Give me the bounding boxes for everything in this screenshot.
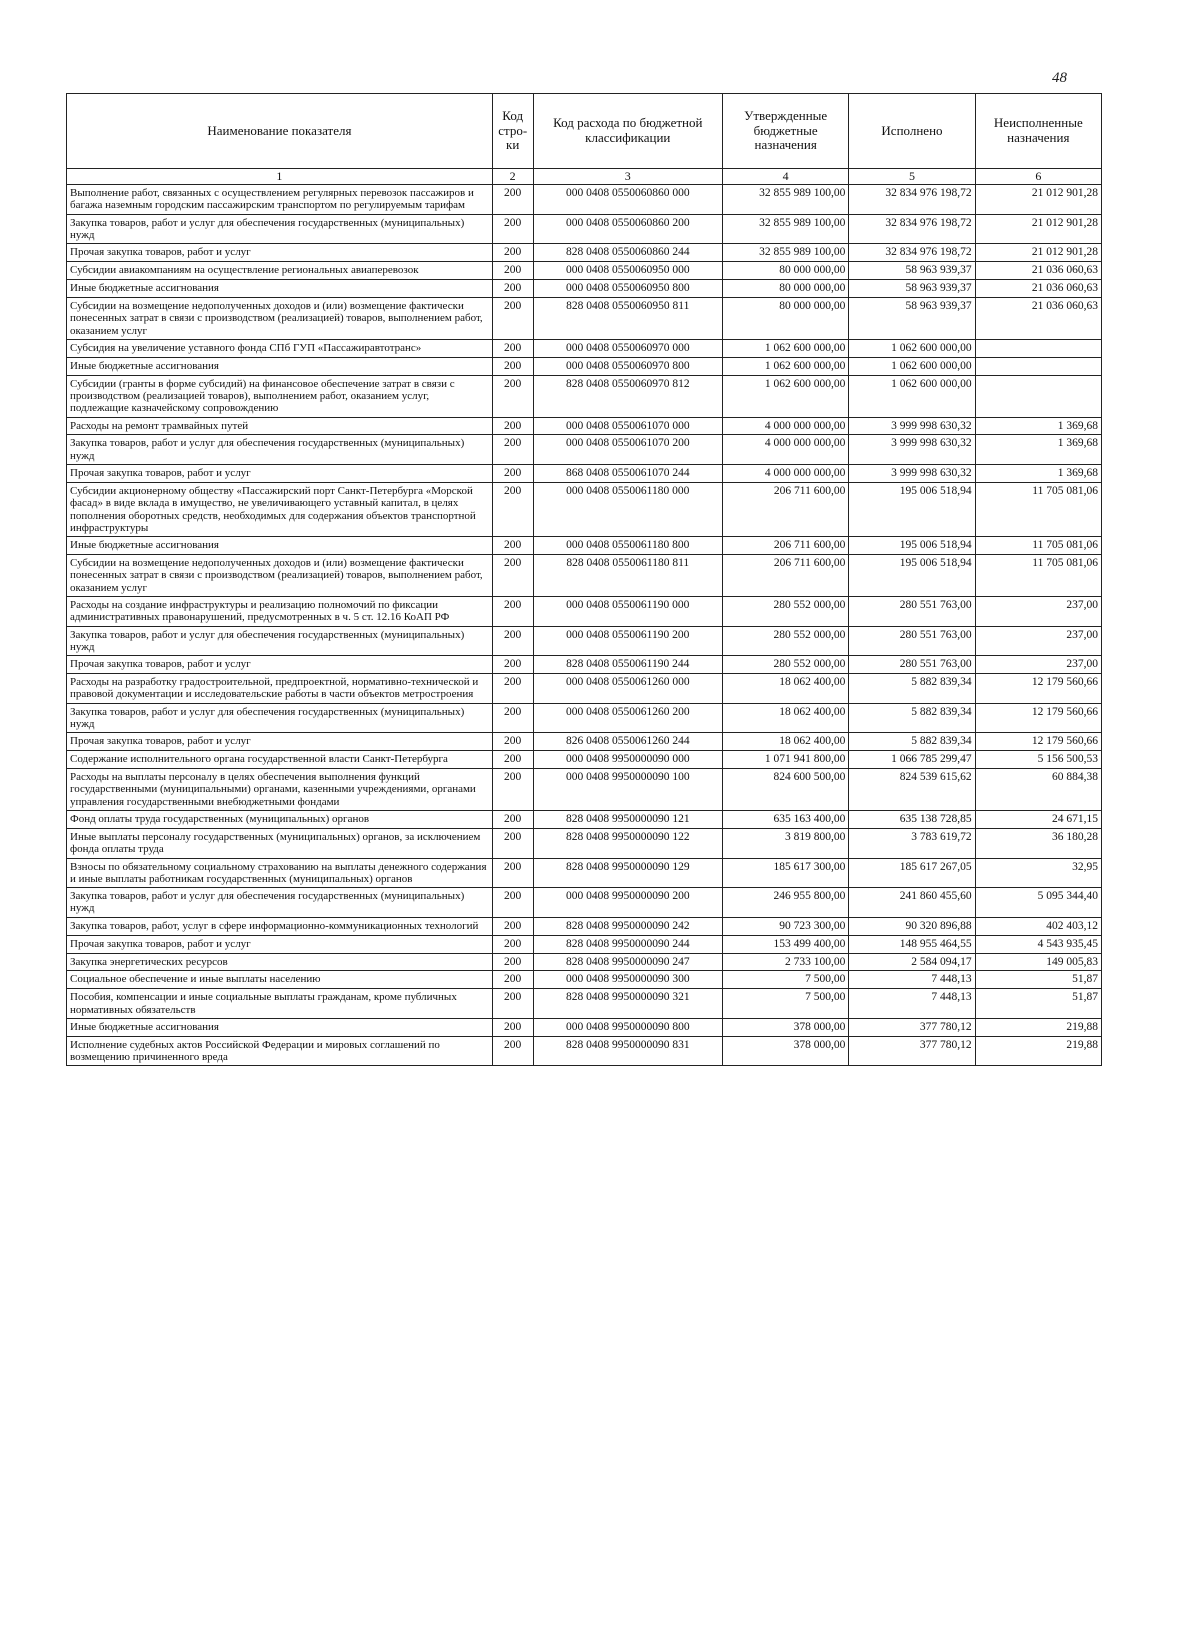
row-name: Иные выплаты персоналу государственных (муниципальных) органов, за исключением фонда оплаты труда <box>67 828 493 858</box>
row-unexecuted-amount: 21 012 901,28 <box>975 214 1101 244</box>
row-expense-code: 000 0408 0550061190 200 <box>533 626 722 656</box>
row-unexecuted-amount: 21 036 060,63 <box>975 262 1101 280</box>
row-executed-amount: 3 999 998 630,32 <box>849 465 975 483</box>
row-expense-code: 828 0408 0550061190 244 <box>533 656 722 674</box>
header-approved: Утвержденные бюджетные назначения <box>723 94 849 169</box>
table-row <box>67 811 1102 829</box>
table-row <box>67 339 1102 357</box>
row-name: Расходы на выплаты персоналу в целях обеспечения выполнения функций государственными (муниципальными) органами, казенными учреждениями, органами управления государственными внебюджетными фондами <box>67 769 493 811</box>
row-line-code: 200 <box>492 935 533 953</box>
table-row <box>67 858 1102 888</box>
row-expense-code: 828 0408 9950000090 129 <box>533 858 722 888</box>
row-name: Пособия, компенсации и иные социальные выплаты гражданам, кроме публичных нормативных обязательств <box>67 989 493 1019</box>
row-expense-code: 828 0408 0550060860 244 <box>533 244 722 262</box>
row-executed-amount: 2 584 094,17 <box>849 953 975 971</box>
row-expense-code: 000 0408 0550060860 000 <box>533 185 722 215</box>
table-row <box>67 751 1102 769</box>
row-approved-amount: 4 000 000 000,00 <box>723 465 849 483</box>
row-line-code: 200 <box>492 953 533 971</box>
row-name: Закупка товаров, работ и услуг для обеспечения государственных (муниципальных) нужд <box>67 435 493 465</box>
row-line-code: 200 <box>492 888 533 918</box>
row-name: Субсидии на возмещение недополученных доходов и (или) возмещение фактически понесенных затрат в связи с производством (реализацией) товаров, выполнением работ, оказанием услуг <box>67 297 493 339</box>
row-expense-code: 828 0408 0550060950 811 <box>533 297 722 339</box>
row-executed-amount: 3 783 619,72 <box>849 828 975 858</box>
row-name: Закупка товаров, работ и услуг для обеспечения государственных (муниципальных) нужд <box>67 703 493 733</box>
row-approved-amount: 280 552 000,00 <box>723 626 849 656</box>
row-unexecuted-amount: 219,88 <box>975 1036 1101 1066</box>
row-unexecuted-amount <box>975 339 1101 357</box>
row-name: Иные бюджетные ассигнования <box>67 537 493 555</box>
row-executed-amount: 824 539 615,62 <box>849 769 975 811</box>
row-unexecuted-amount: 12 179 560,66 <box>975 674 1101 704</box>
row-unexecuted-amount: 4 543 935,45 <box>975 935 1101 953</box>
row-executed-amount: 3 999 998 630,32 <box>849 417 975 435</box>
table-row <box>67 971 1102 989</box>
row-line-code: 200 <box>492 297 533 339</box>
row-unexecuted-amount: 24 671,15 <box>975 811 1101 829</box>
row-approved-amount: 80 000 000,00 <box>723 297 849 339</box>
row-line-code: 200 <box>492 357 533 375</box>
row-name: Иные бюджетные ассигнования <box>67 280 493 298</box>
table-row <box>67 953 1102 971</box>
row-approved-amount: 1 062 600 000,00 <box>723 375 849 417</box>
row-line-code: 200 <box>492 1018 533 1036</box>
row-line-code: 200 <box>492 733 533 751</box>
row-executed-amount: 195 006 518,94 <box>849 482 975 536</box>
row-line-code: 200 <box>492 769 533 811</box>
row-line-code: 200 <box>492 703 533 733</box>
row-approved-amount: 18 062 400,00 <box>723 674 849 704</box>
row-executed-amount: 5 882 839,34 <box>849 703 975 733</box>
column-number: 3 <box>533 169 722 185</box>
row-line-code: 200 <box>492 280 533 298</box>
row-name: Субсидии (гранты в форме субсидий) на финансовое обеспечение затрат в связи с производством (реализацией товаров), выполнением работ, оказанием услуг, подлежащие казначейскому сопровождению <box>67 375 493 417</box>
row-name: Субсидии акционерному обществу «Пассажирский порт Санкт-Петербурга «Морской фасад» в виде вклада в имущество, не увеличивающего уставный капитал, в целях пополнения оборотных средств, необходимых для содержания объектов транспортной инфраструктуры <box>67 482 493 536</box>
row-name: Взносы по обязательному социальному страхованию на выплаты денежного содержания и иные выплаты работникам государственных (муниципальных) органов <box>67 858 493 888</box>
row-line-code: 200 <box>492 828 533 858</box>
row-unexecuted-amount: 21 012 901,28 <box>975 185 1101 215</box>
table-row <box>67 596 1102 626</box>
table-row <box>67 656 1102 674</box>
table-row <box>67 482 1102 536</box>
row-expense-code: 000 0408 9950000090 800 <box>533 1018 722 1036</box>
row-name: Иные бюджетные ассигнования <box>67 357 493 375</box>
row-expense-code: 828 0408 9950000090 321 <box>533 989 722 1019</box>
row-line-code: 200 <box>492 482 533 536</box>
row-expense-code: 000 0408 0550060860 200 <box>533 214 722 244</box>
row-line-code: 200 <box>492 674 533 704</box>
row-name: Содержание исполнительного органа государственной власти Санкт-Петербурга <box>67 751 493 769</box>
row-executed-amount: 7 448,13 <box>849 971 975 989</box>
row-approved-amount: 80 000 000,00 <box>723 262 849 280</box>
row-expense-code: 000 0408 0550060950 000 <box>533 262 722 280</box>
row-unexecuted-amount: 402 403,12 <box>975 917 1101 935</box>
row-approved-amount: 4 000 000 000,00 <box>723 417 849 435</box>
row-name: Закупка энергетических ресурсов <box>67 953 493 971</box>
row-expense-code: 000 0408 9950000090 200 <box>533 888 722 918</box>
row-approved-amount: 4 000 000 000,00 <box>723 435 849 465</box>
row-line-code: 200 <box>492 435 533 465</box>
row-expense-code: 000 0408 0550060970 800 <box>533 357 722 375</box>
table-row <box>67 555 1102 597</box>
row-line-code: 200 <box>492 537 533 555</box>
row-line-code: 200 <box>492 989 533 1019</box>
row-approved-amount: 2 733 100,00 <box>723 953 849 971</box>
table-row <box>67 1036 1102 1066</box>
row-unexecuted-amount: 21 036 060,63 <box>975 280 1101 298</box>
table-row <box>67 626 1102 656</box>
row-approved-amount: 635 163 400,00 <box>723 811 849 829</box>
header-name: Наименование показателя <box>67 94 493 169</box>
row-unexecuted-amount: 51,87 <box>975 971 1101 989</box>
row-expense-code: 000 0408 0550061260 000 <box>533 674 722 704</box>
row-line-code: 200 <box>492 185 533 215</box>
row-expense-code: 826 0408 0550061260 244 <box>533 733 722 751</box>
row-approved-amount: 7 500,00 <box>723 971 849 989</box>
row-approved-amount: 280 552 000,00 <box>723 596 849 626</box>
row-expense-code: 000 0408 0550060970 000 <box>533 339 722 357</box>
row-unexecuted-amount: 11 705 081,06 <box>975 537 1101 555</box>
row-approved-amount: 1 062 600 000,00 <box>723 339 849 357</box>
header-executed: Исполнено <box>849 94 975 169</box>
row-executed-amount: 58 963 939,37 <box>849 280 975 298</box>
row-name: Расходы на ремонт трамвайных путей <box>67 417 493 435</box>
row-line-code: 200 <box>492 555 533 597</box>
row-unexecuted-amount: 11 705 081,06 <box>975 555 1101 597</box>
row-name: Выполнение работ, связанных с осуществлением регулярных перевозок пассажиров и багажа наземным городским пассажирским транспортом по регулируемым тарифам <box>67 185 493 215</box>
row-unexecuted-amount: 12 179 560,66 <box>975 703 1101 733</box>
row-executed-amount: 195 006 518,94 <box>849 537 975 555</box>
row-executed-amount: 185 617 267,05 <box>849 858 975 888</box>
table-row <box>67 262 1102 280</box>
row-approved-amount: 3 819 800,00 <box>723 828 849 858</box>
table-row <box>67 417 1102 435</box>
column-number: 1 <box>67 169 493 185</box>
row-executed-amount: 90 320 896,88 <box>849 917 975 935</box>
table-row <box>67 375 1102 417</box>
row-approved-amount: 378 000,00 <box>723 1036 849 1066</box>
table-body <box>67 185 1102 1066</box>
row-executed-amount: 148 955 464,55 <box>849 935 975 953</box>
row-expense-code: 000 0408 0550061190 000 <box>533 596 722 626</box>
row-unexecuted-amount: 60 884,38 <box>975 769 1101 811</box>
row-name: Субсидии авиакомпаниям на осуществление региональных авиаперевозок <box>67 262 493 280</box>
table-row <box>67 674 1102 704</box>
row-executed-amount: 1 062 600 000,00 <box>849 375 975 417</box>
row-name: Прочая закупка товаров, работ и услуг <box>67 733 493 751</box>
row-line-code: 200 <box>492 417 533 435</box>
header-line-code: Код стро-ки <box>492 94 533 169</box>
row-expense-code: 000 0408 0550061180 800 <box>533 537 722 555</box>
row-unexecuted-amount: 1 369,68 <box>975 435 1101 465</box>
table-row <box>67 935 1102 953</box>
table-row <box>67 1018 1102 1036</box>
row-unexecuted-amount: 11 705 081,06 <box>975 482 1101 536</box>
row-name: Исполнение судебных актов Российской Федерации и мировых соглашений по возмещению причиненного вреда <box>67 1036 493 1066</box>
row-expense-code: 000 0408 0550061180 000 <box>533 482 722 536</box>
table-row <box>67 769 1102 811</box>
row-unexecuted-amount: 237,00 <box>975 596 1101 626</box>
row-unexecuted-amount: 32,95 <box>975 858 1101 888</box>
table-row <box>67 888 1102 918</box>
row-expense-code: 000 0408 0550060950 800 <box>533 280 722 298</box>
row-name: Расходы на создание инфраструктуры и реализацию полномочий по фиксации административных правонарушений, предусмотренных в ч. 5 ст. 12.16 КоАП РФ <box>67 596 493 626</box>
row-approved-amount: 32 855 989 100,00 <box>723 214 849 244</box>
row-executed-amount: 32 834 976 198,72 <box>849 244 975 262</box>
row-name: Прочая закупка товаров, работ и услуг <box>67 656 493 674</box>
row-name: Закупка товаров, работ и услуг для обеспечения государственных (муниципальных) нужд <box>67 626 493 656</box>
table-row <box>67 280 1102 298</box>
row-executed-amount: 7 448,13 <box>849 989 975 1019</box>
row-expense-code: 000 0408 9950000090 100 <box>533 769 722 811</box>
row-line-code: 200 <box>492 596 533 626</box>
row-line-code: 200 <box>492 751 533 769</box>
row-unexecuted-amount: 5 156 500,53 <box>975 751 1101 769</box>
row-expense-code: 000 0408 0550061070 200 <box>533 435 722 465</box>
row-approved-amount: 378 000,00 <box>723 1018 849 1036</box>
row-approved-amount: 246 955 800,00 <box>723 888 849 918</box>
row-expense-code: 828 0408 0550060970 812 <box>533 375 722 417</box>
row-expense-code: 828 0408 9950000090 247 <box>533 953 722 971</box>
row-name: Субсидия на увеличение уставного фонда СПб ГУП «Пассажиравтотранс» <box>67 339 493 357</box>
table-row <box>67 733 1102 751</box>
row-expense-code: 000 0408 9950000090 000 <box>533 751 722 769</box>
row-approved-amount: 206 711 600,00 <box>723 555 849 597</box>
row-expense-code: 868 0408 0550061070 244 <box>533 465 722 483</box>
row-executed-amount: 1 066 785 299,47 <box>849 751 975 769</box>
row-executed-amount: 32 834 976 198,72 <box>849 214 975 244</box>
row-line-code: 200 <box>492 375 533 417</box>
row-approved-amount: 7 500,00 <box>723 989 849 1019</box>
row-approved-amount: 824 600 500,00 <box>723 769 849 811</box>
row-unexecuted-amount: 21 036 060,63 <box>975 297 1101 339</box>
row-name: Субсидии на возмещение недополученных доходов и (или) возмещение фактически понесенных затрат в связи с производством (реализацией) товаров, выполнением работ, оказанием услуг <box>67 555 493 597</box>
row-expense-code: 000 0408 0550061070 000 <box>533 417 722 435</box>
row-expense-code: 828 0408 9950000090 831 <box>533 1036 722 1066</box>
row-line-code: 200 <box>492 465 533 483</box>
row-unexecuted-amount <box>975 357 1101 375</box>
row-approved-amount: 80 000 000,00 <box>723 280 849 298</box>
row-executed-amount: 635 138 728,85 <box>849 811 975 829</box>
row-expense-code: 828 0408 9950000090 122 <box>533 828 722 858</box>
row-unexecuted-amount: 219,88 <box>975 1018 1101 1036</box>
row-expense-code: 000 0408 0550061260 200 <box>533 703 722 733</box>
column-number-row <box>67 169 1102 185</box>
row-approved-amount: 1 071 941 800,00 <box>723 751 849 769</box>
row-unexecuted-amount: 237,00 <box>975 656 1101 674</box>
row-unexecuted-amount: 149 005,83 <box>975 953 1101 971</box>
row-name: Закупка товаров, работ и услуг для обеспечения государственных (муниципальных) нужд <box>67 888 493 918</box>
row-executed-amount: 377 780,12 <box>849 1036 975 1066</box>
row-expense-code: 828 0408 9950000090 121 <box>533 811 722 829</box>
row-unexecuted-amount: 51,87 <box>975 989 1101 1019</box>
row-line-code: 200 <box>492 214 533 244</box>
table-row <box>67 357 1102 375</box>
row-line-code: 200 <box>492 656 533 674</box>
row-approved-amount: 18 062 400,00 <box>723 733 849 751</box>
table-row <box>67 185 1102 215</box>
row-line-code: 200 <box>492 858 533 888</box>
row-approved-amount: 1 062 600 000,00 <box>723 357 849 375</box>
row-executed-amount: 58 963 939,37 <box>849 297 975 339</box>
row-expense-code: 828 0408 0550061180 811 <box>533 555 722 597</box>
row-approved-amount: 280 552 000,00 <box>723 656 849 674</box>
page-number: 48 <box>1052 70 1067 86</box>
row-executed-amount: 58 963 939,37 <box>849 262 975 280</box>
row-name: Расходы на разработку градостроительной, предпроектной, нормативно-технической и правовой документации и исследовательские работы в части объектов метростроения <box>67 674 493 704</box>
row-expense-code: 828 0408 9950000090 244 <box>533 935 722 953</box>
row-unexecuted-amount: 237,00 <box>975 626 1101 656</box>
row-line-code: 200 <box>492 1036 533 1066</box>
row-line-code: 200 <box>492 339 533 357</box>
row-approved-amount: 32 855 989 100,00 <box>723 185 849 215</box>
row-executed-amount: 241 860 455,60 <box>849 888 975 918</box>
row-name: Фонд оплаты труда государственных (муниципальных) органов <box>67 811 493 829</box>
row-approved-amount: 206 711 600,00 <box>723 482 849 536</box>
budget-execution-table <box>66 93 1102 1066</box>
row-expense-code: 000 0408 9950000090 300 <box>533 971 722 989</box>
row-executed-amount: 3 999 998 630,32 <box>849 435 975 465</box>
row-line-code: 200 <box>492 626 533 656</box>
table-row <box>67 989 1102 1019</box>
column-number: 4 <box>723 169 849 185</box>
table-row <box>67 828 1102 858</box>
row-name: Прочая закупка товаров, работ и услуг <box>67 465 493 483</box>
column-number: 5 <box>849 169 975 185</box>
row-name: Прочая закупка товаров, работ и услуг <box>67 244 493 262</box>
table-row <box>67 435 1102 465</box>
row-unexecuted-amount: 5 095 344,40 <box>975 888 1101 918</box>
row-line-code: 200 <box>492 244 533 262</box>
row-executed-amount: 32 834 976 198,72 <box>849 185 975 215</box>
column-number: 2 <box>492 169 533 185</box>
table-row <box>67 297 1102 339</box>
row-executed-amount: 280 551 763,00 <box>849 596 975 626</box>
row-name: Закупка товаров, работ, услуг в сфере информационно-коммуникационных технологий <box>67 917 493 935</box>
table-row <box>67 703 1102 733</box>
row-line-code: 200 <box>492 262 533 280</box>
table-row <box>67 465 1102 483</box>
row-unexecuted-amount: 36 180,28 <box>975 828 1101 858</box>
row-approved-amount: 185 617 300,00 <box>723 858 849 888</box>
row-executed-amount: 195 006 518,94 <box>849 555 975 597</box>
row-unexecuted-amount: 12 179 560,66 <box>975 733 1101 751</box>
row-unexecuted-amount: 1 369,68 <box>975 465 1101 483</box>
row-executed-amount: 280 551 763,00 <box>849 656 975 674</box>
header-unexecuted: Неисполненные назначения <box>975 94 1101 169</box>
row-expense-code: 828 0408 9950000090 242 <box>533 917 722 935</box>
row-name: Социальное обеспечение и иные выплаты населению <box>67 971 493 989</box>
row-approved-amount: 18 062 400,00 <box>723 703 849 733</box>
table-row <box>67 537 1102 555</box>
row-unexecuted-amount: 21 012 901,28 <box>975 244 1101 262</box>
row-line-code: 200 <box>492 971 533 989</box>
row-executed-amount: 377 780,12 <box>849 1018 975 1036</box>
row-executed-amount: 5 882 839,34 <box>849 733 975 751</box>
row-executed-amount: 5 882 839,34 <box>849 674 975 704</box>
row-approved-amount: 206 711 600,00 <box>723 537 849 555</box>
header-expense-code: Код расхода по бюджетной классификации <box>533 94 722 169</box>
row-name: Иные бюджетные ассигнования <box>67 1018 493 1036</box>
row-approved-amount: 153 499 400,00 <box>723 935 849 953</box>
row-executed-amount: 1 062 600 000,00 <box>849 357 975 375</box>
row-executed-amount: 280 551 763,00 <box>849 626 975 656</box>
table-header-row <box>67 94 1102 169</box>
row-executed-amount: 1 062 600 000,00 <box>849 339 975 357</box>
row-unexecuted-amount <box>975 375 1101 417</box>
row-name: Закупка товаров, работ и услуг для обеспечения государственных (муниципальных) нужд <box>67 214 493 244</box>
table-row <box>67 917 1102 935</box>
row-line-code: 200 <box>492 811 533 829</box>
row-approved-amount: 32 855 989 100,00 <box>723 244 849 262</box>
table-row <box>67 214 1102 244</box>
column-number: 6 <box>975 169 1101 185</box>
row-approved-amount: 90 723 300,00 <box>723 917 849 935</box>
row-unexecuted-amount: 1 369,68 <box>975 417 1101 435</box>
row-line-code: 200 <box>492 917 533 935</box>
row-name: Прочая закупка товаров, работ и услуг <box>67 935 493 953</box>
table-row <box>67 244 1102 262</box>
